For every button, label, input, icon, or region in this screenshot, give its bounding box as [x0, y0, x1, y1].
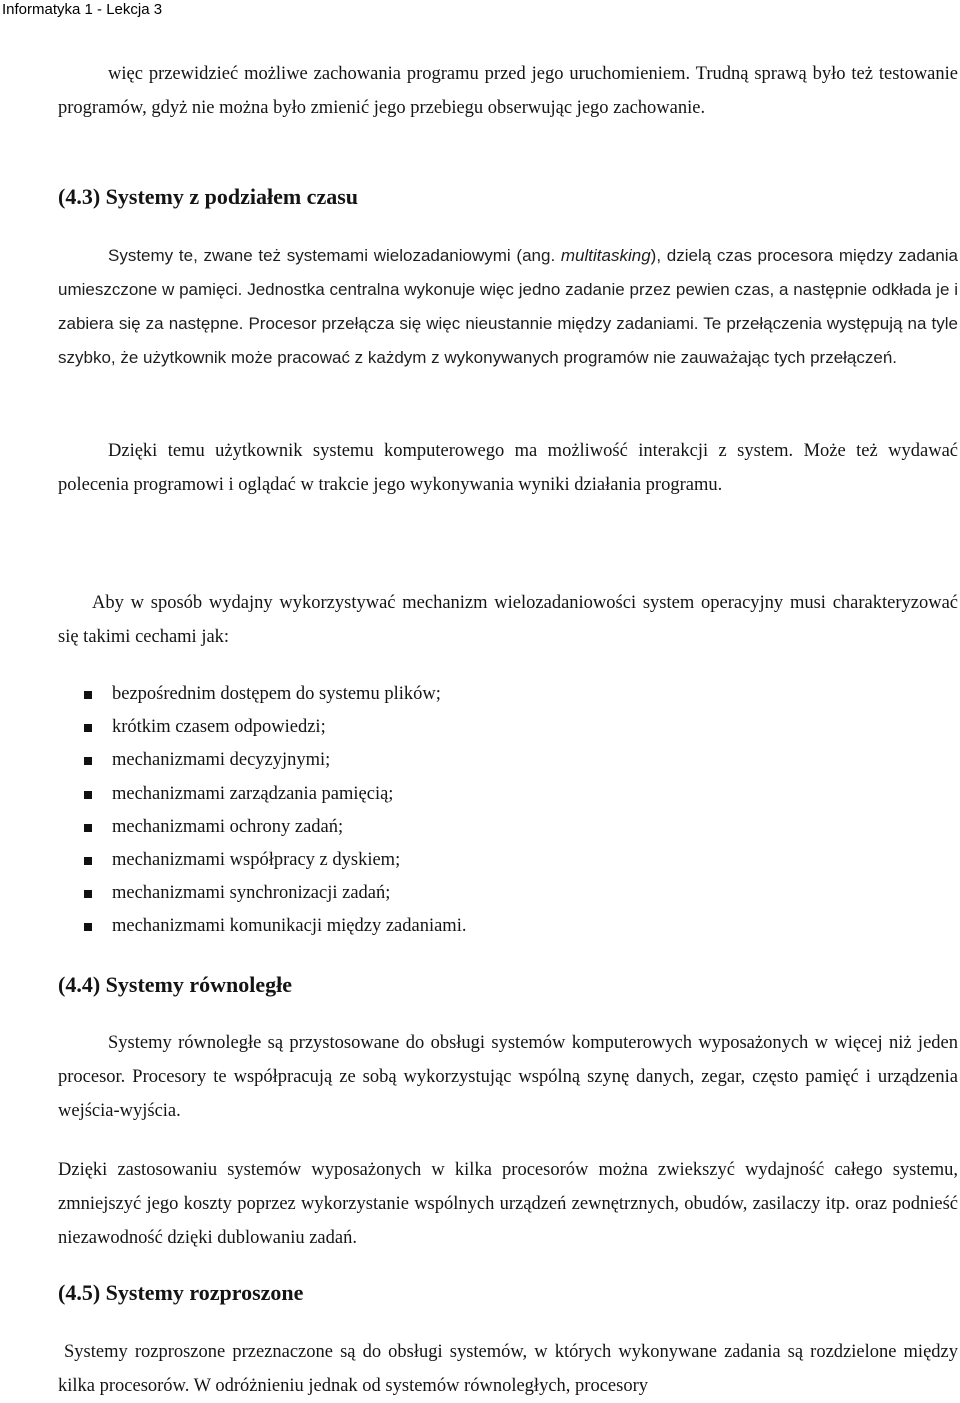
paragraph-multitasking: Systemy te, zwane też systemami wielozadaniowymi (ang. multitasking), dzielą czas procesora między zadania umieszczone w pamięci. Jednostka centralna wykonuje więc jedno zadanie przez pewien czas, a następnie odkłada je i zabiera się za następne. Procesor przełącza się więc nieustannie między zadaniami. Te przełączenia występują na tyle szybko, że użytkownik może pracować z każdym z wykonywanych programów nie zauważając tych przełączeń.	[58, 246, 958, 367]
list-item: mechanizmami zarządzania pamięcią;	[58, 778, 466, 811]
heading-section-4-5: (4.5) Systemy rozproszone	[58, 1280, 304, 1305]
paragraph-parallel-benefits: Dzięki zastosowaniu systemów wyposażonych w kilka procesorów można zwiekszyć wydajność całego systemu, zmniejszyć jego koszty poprzez wykorzystanie wspólnych urządzeń zewnętrznych, obudów, zasilaczy itp. oraz podnieść niezawodność dzięki dublowaniu zadań.	[58, 1160, 958, 1248]
term-multitasking: multitasking	[560, 246, 651, 265]
feature-list	[58, 678, 466, 944]
heading-section-4-3: (4.3) Systemy z podziałem czasu	[58, 184, 359, 209]
list-item: mechanizmami komunikacji między zadaniami.	[58, 910, 466, 943]
list-item: mechanizmami synchronizacji zadań;	[58, 877, 466, 910]
bullet-square-icon	[84, 791, 92, 799]
list-item: krótkim czasem odpowiedzi;	[58, 711, 466, 744]
bullet-square-icon	[84, 724, 92, 732]
list-item: mechanizmami współpracy z dyskiem;	[58, 844, 466, 877]
bullet-square-icon	[84, 824, 92, 832]
paragraph-intro: więc przewidzieć możliwe zachowania programu przed jego uruchomieniem. Trudną sprawą było też testowanie programów, gdyż nie można było zmienić jego przebiegu obserwując jego zachowanie.	[58, 64, 958, 118]
running-header: Informatyka 1 - Lekcja 3	[2, 1, 163, 18]
paragraph-parallel-systems: Systemy równoległe są przystosowane do obsługi systemów komputerowych wyposażonych w więcej niż jeden procesor. Procesory te współpracują ze sobą wykorzystując wspólną szynę danych, zegar, często pamięć i urządzenia wejścia-wyjścia.	[58, 1033, 958, 1121]
paragraph-distributed-systems: Systemy rozproszone przeznaczone są do obsługi systemów, w których wykonywane zadania są rozdzielone między kilka procesorów. W odróżnieniu jednak od systemów równoległych, procesory	[58, 1342, 958, 1396]
bullet-square-icon	[84, 890, 92, 898]
bullet-square-icon	[84, 691, 92, 699]
bullet-square-icon	[84, 923, 92, 931]
bullet-square-icon	[84, 757, 92, 765]
bullet-square-icon	[84, 857, 92, 865]
heading-section-4-4: (4.4) Systemy równoległe	[58, 972, 293, 997]
paragraph-features-intro: Aby w sposób wydajny wykorzystywać mechanizm wielozadaniowości system operacyjny musi charakteryzować się takimi cechami jak:	[58, 593, 958, 647]
list-item: mechanizmami ochrony zadań;	[58, 811, 466, 844]
list-item: bezpośrednim dostępem do systemu plików;	[58, 678, 466, 711]
paragraph-interaction: Dzięki temu użytkownik systemu komputerowego ma możliwość interakcji z system. Może też wydawać polecenia programowi i oglądać w trakcie jego wykonywania wyniki działania programu.	[58, 441, 958, 495]
list-item: mechanizmami decyzyjnymi;	[58, 744, 466, 777]
